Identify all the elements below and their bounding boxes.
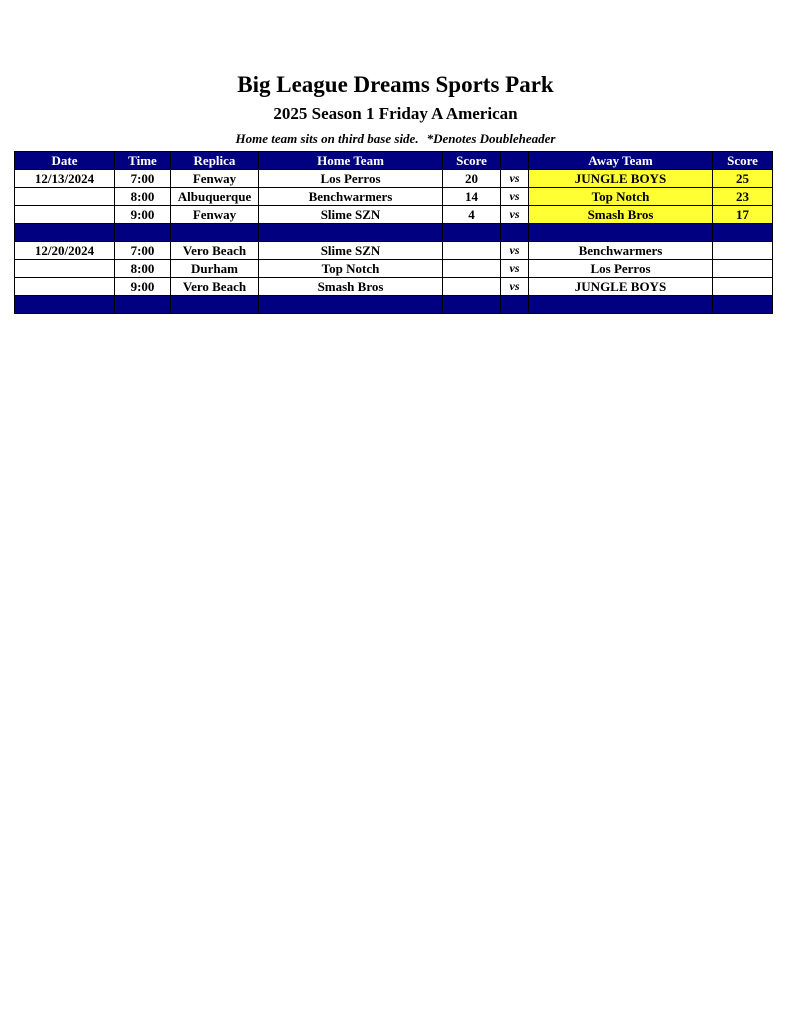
cell-time: 7:00 xyxy=(115,170,171,188)
cell-vs: vs xyxy=(501,242,529,260)
separator-cell xyxy=(15,224,115,242)
table-row xyxy=(15,260,773,278)
separator-cell xyxy=(713,296,773,314)
table-row xyxy=(15,188,773,206)
cell-home-team: Los Perros xyxy=(259,170,443,188)
cell-time: 9:00 xyxy=(115,278,171,296)
cell-time: 8:00 xyxy=(115,188,171,206)
cell-vs: vs xyxy=(501,278,529,296)
cell-home-team: Top Notch xyxy=(259,260,443,278)
header-away-team: Away Team xyxy=(529,152,713,170)
header-home-score: Score xyxy=(443,152,501,170)
week-separator-row xyxy=(15,296,773,314)
cell-date: 12/13/2024 xyxy=(15,170,115,188)
cell-home-team: Benchwarmers xyxy=(259,188,443,206)
table-row xyxy=(15,206,773,224)
cell-away-team: Benchwarmers xyxy=(529,242,713,260)
cell-home-team: Slime SZN xyxy=(259,242,443,260)
cell-time: 9:00 xyxy=(115,206,171,224)
cell-replica: Vero Beach xyxy=(171,242,259,260)
header-time: Time xyxy=(115,152,171,170)
note-home-side: Home team sits on third base side. xyxy=(235,131,419,146)
cell-home-team: Smash Bros xyxy=(259,278,443,296)
separator-cell xyxy=(259,224,443,242)
cell-away-score xyxy=(713,278,773,296)
cell-replica: Fenway xyxy=(171,170,259,188)
table-row xyxy=(15,278,773,296)
page-subtitle: 2025 Season 1 Friday A American xyxy=(273,104,518,123)
cell-replica: Fenway xyxy=(171,206,259,224)
cell-home-score: 20 xyxy=(443,170,501,188)
separator-cell xyxy=(501,296,529,314)
table-row xyxy=(15,242,773,260)
separator-cell xyxy=(501,224,529,242)
schedule-body xyxy=(15,170,773,314)
header-row xyxy=(15,152,773,170)
header-away-score: Score xyxy=(713,152,773,170)
cell-away-score xyxy=(713,242,773,260)
cell-vs: vs xyxy=(501,260,529,278)
cell-vs: vs xyxy=(501,170,529,188)
separator-cell xyxy=(529,224,713,242)
cell-home-team: Slime SZN xyxy=(259,206,443,224)
cell-away-score xyxy=(713,260,773,278)
schedule-note xyxy=(0,130,791,148)
cell-date: 12/20/2024 xyxy=(15,242,115,260)
cell-away-score: 25 xyxy=(713,170,773,188)
separator-cell xyxy=(443,296,501,314)
cell-home-score xyxy=(443,260,501,278)
week-separator-row xyxy=(15,224,773,242)
separator-cell xyxy=(529,296,713,314)
header-date: Date xyxy=(15,152,115,170)
cell-date xyxy=(15,206,115,224)
schedule-table xyxy=(14,151,773,314)
cell-time: 8:00 xyxy=(115,260,171,278)
cell-time: 7:00 xyxy=(115,242,171,260)
separator-cell xyxy=(115,296,171,314)
cell-replica: Vero Beach xyxy=(171,278,259,296)
cell-replica: Durham xyxy=(171,260,259,278)
header-replica: Replica xyxy=(171,152,259,170)
cell-away-score: 23 xyxy=(713,188,773,206)
separator-cell xyxy=(15,296,115,314)
cell-away-team: Top Notch xyxy=(529,188,713,206)
cell-away-team: JUNGLE BOYS xyxy=(529,278,713,296)
separator-cell xyxy=(115,224,171,242)
separator-cell xyxy=(259,296,443,314)
page-title: Big League Dreams Sports Park xyxy=(237,72,554,97)
note-doubleheader: *Denotes Doubleheader xyxy=(426,131,556,146)
cell-replica: Albuquerque xyxy=(171,188,259,206)
separator-cell xyxy=(171,296,259,314)
table-row xyxy=(15,170,773,188)
cell-home-score: 14 xyxy=(443,188,501,206)
separator-cell xyxy=(443,224,501,242)
cell-vs: vs xyxy=(501,206,529,224)
cell-date xyxy=(15,260,115,278)
header-vs xyxy=(501,152,529,170)
cell-home-score xyxy=(443,278,501,296)
cell-away-team: Los Perros xyxy=(529,260,713,278)
cell-home-score xyxy=(443,242,501,260)
separator-cell xyxy=(713,224,773,242)
cell-vs: vs xyxy=(501,188,529,206)
cell-away-team: Smash Bros xyxy=(529,206,713,224)
cell-date xyxy=(15,188,115,206)
cell-home-score: 4 xyxy=(443,206,501,224)
header-home-team: Home Team xyxy=(259,152,443,170)
cell-date xyxy=(15,278,115,296)
cell-away-team: JUNGLE BOYS xyxy=(529,170,713,188)
cell-away-score: 17 xyxy=(713,206,773,224)
separator-cell xyxy=(171,224,259,242)
